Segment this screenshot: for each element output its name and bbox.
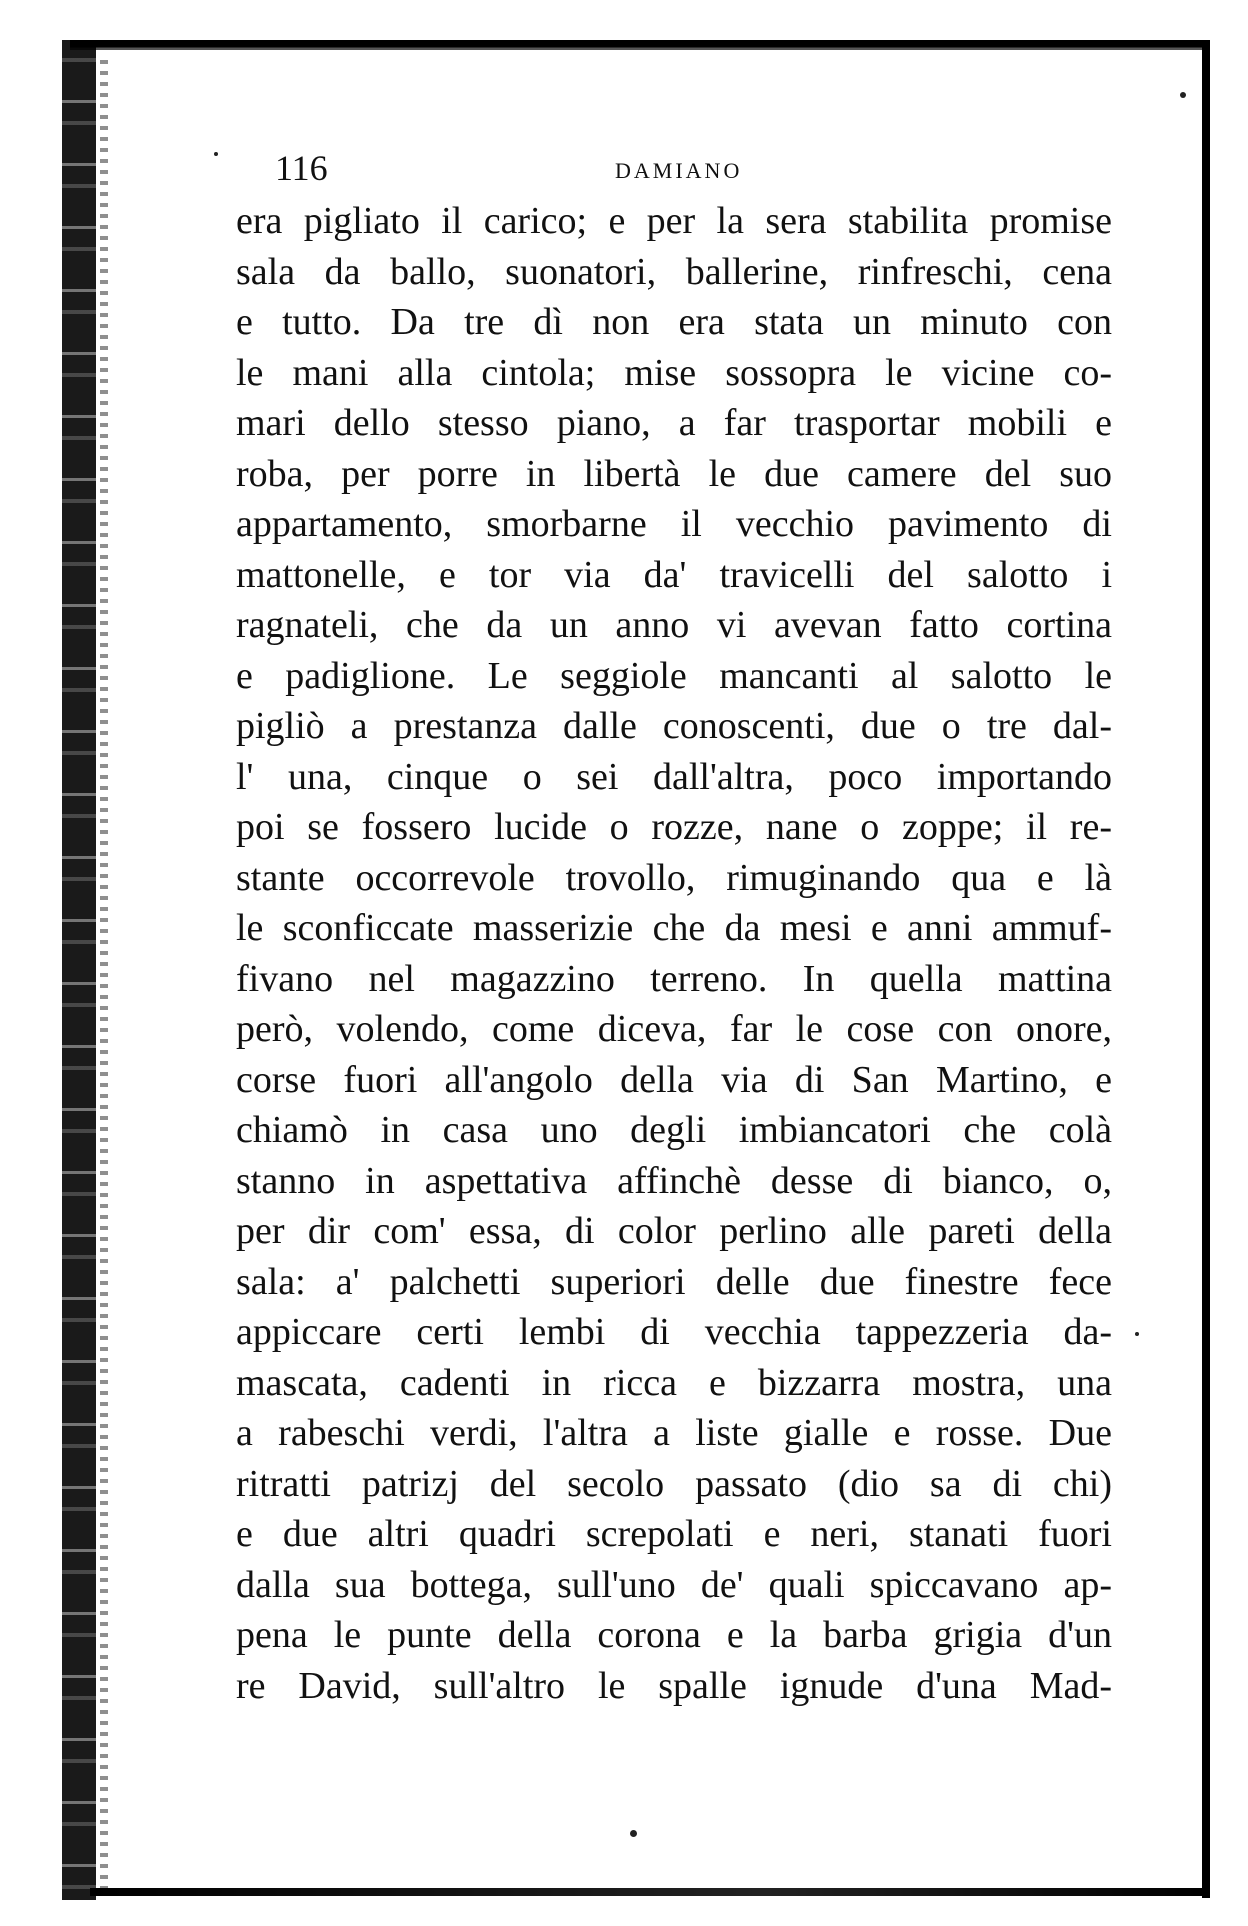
- scan-left-edge: [62, 40, 96, 1900]
- text-line: chiamò in casa uno degli imbiancatori che colà: [236, 1109, 1112, 1151]
- scan-right-edge: [1202, 40, 1210, 1898]
- text-line: e padiglione. Le seggiole mancanti al salotto le: [236, 654, 1112, 697]
- text-line: pigliò a prestanza dalle conoscenti, due o tre dal-: [236, 705, 1112, 747]
- text-line: fivano nel magazzino terreno. In quella mattina: [236, 957, 1112, 1000]
- text-line: re David, sull'altro le spalle ignude d'una Mad-: [236, 1664, 1112, 1707]
- text-line: ritratti patrizj del secolo passato (dio sa di chi): [236, 1462, 1112, 1505]
- ink-speck: [1180, 92, 1186, 98]
- text-line: per dir com' essa, di color perlino alle pareti della: [236, 1210, 1112, 1252]
- page-header: [275, 148, 1135, 188]
- text-line: sala: a' palchetti superiori delle due finestre fece: [236, 1260, 1112, 1303]
- text-line: e due altri quadri screpolati e neri, stanati fuori: [236, 1513, 1112, 1555]
- text-line: l' una, cinque o sei dall'altra, poco importando: [236, 755, 1112, 798]
- ink-speck: [1135, 1332, 1139, 1336]
- text-line: poi se fossero lucide o rozze, nane o zoppe; il re-: [236, 806, 1112, 848]
- text-line: le mani alla cintola; mise sossopra le vicine co-: [236, 351, 1112, 394]
- text-line: a rabeschi verdi, l'altra a liste gialle e rosse. Due: [236, 1412, 1112, 1454]
- text-line: mascata, cadenti in ricca e bizzarra mostra, una: [236, 1361, 1112, 1404]
- text-line: ragnateli, che da un anno vi avevan fatto cortina: [236, 604, 1112, 646]
- text-line: era pigliato il carico; e per la sera stabilita promise: [236, 200, 1112, 242]
- text-line: e tutto. Da tre dì non era stata un minuto con: [236, 301, 1112, 343]
- text-line: pena le punte della corona e la barba grigia d'un: [236, 1614, 1112, 1656]
- text-line: le sconficcate masserizie che da mesi e anni ammuf-: [236, 907, 1112, 949]
- ink-speck: [214, 152, 218, 156]
- text-line: mattonelle, e tor via da' travicelli del salotto i: [236, 553, 1112, 596]
- text-line: dalla sua bottega, sull'uno de' quali spiccavano ap-: [236, 1563, 1112, 1606]
- body-text: [236, 196, 1112, 1711]
- text-line: corse fuori all'angolo della via di San Martino, e: [236, 1058, 1112, 1101]
- text-line: stanno in aspettativa affinchè desse di bianco, o,: [236, 1159, 1112, 1202]
- text-line: però, volendo, come diceva, far le cose con onore,: [236, 1008, 1112, 1050]
- page-number: 116: [275, 148, 328, 188]
- text-line: mari dello stesso piano, a far trasportar mobili e: [236, 402, 1112, 444]
- text-line: roba, per porre in libertà le due camere del suo: [236, 452, 1112, 495]
- text-line: appartamento, smorbarne il vecchio pavimento di: [236, 503, 1112, 545]
- text-line: sala da ballo, suonatori, ballerine, rinfreschi, cena: [236, 250, 1112, 293]
- scan-bottom-edge: [90, 1888, 1210, 1896]
- scan-left-shadow: [100, 60, 108, 1890]
- scan-top-edge: [70, 40, 1210, 54]
- text-line: stante occorrevole trovollo, rimuginando qua e là: [236, 856, 1112, 899]
- running-head: DAMIANO: [615, 158, 743, 183]
- text-line: appiccare certi lembi di vecchia tappezzeria da-: [236, 1311, 1112, 1353]
- ink-speck: [630, 1830, 637, 1837]
